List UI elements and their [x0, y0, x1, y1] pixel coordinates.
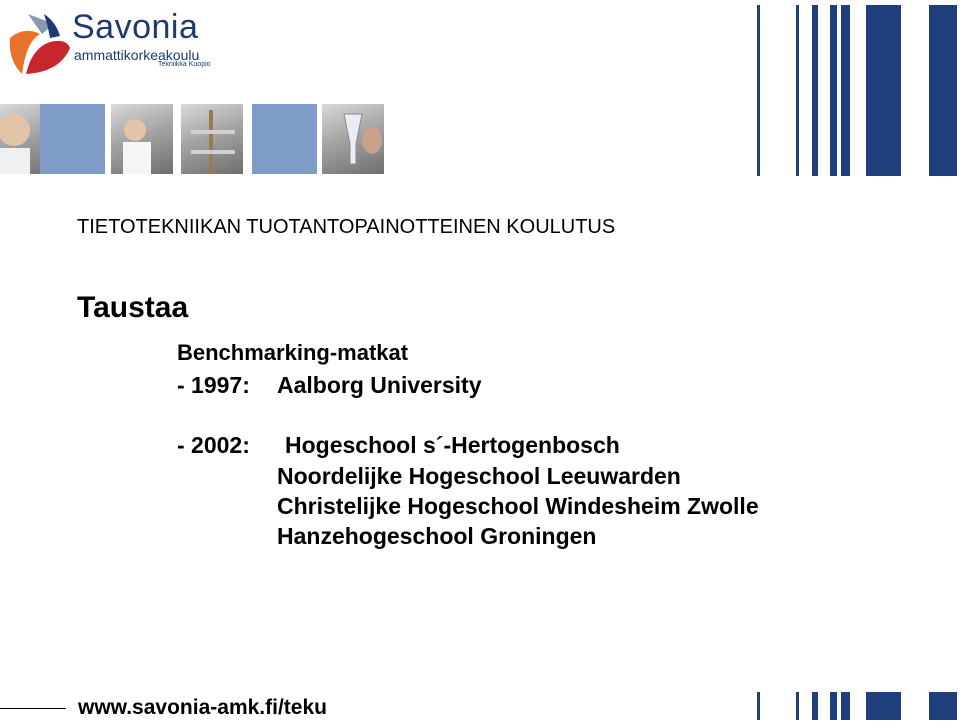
photo-blue-tile — [40, 104, 105, 174]
section-label: Benchmarking-matkat — [177, 340, 409, 365]
logo-mark-red — [26, 41, 70, 74]
photo-lab-equipment — [181, 104, 243, 174]
logo-name: Savonia — [72, 8, 199, 46]
footer-url: www.savonia-amk.fi/teku — [78, 696, 327, 719]
trip-school: Aalborg University — [277, 372, 482, 398]
logo-subtitle: ammattikorkeakoulu — [74, 47, 200, 63]
logo-department: Tekniikka Kuopio — [158, 61, 211, 68]
page-heading: TIETOTEKNIIKAN TUOTANTOPAINOTTEINEN KOULUTUS — [77, 216, 616, 238]
trip-year: - 1997: — [177, 372, 250, 398]
trip-school: Hanzehogeschool Groningen — [277, 523, 597, 549]
photo-lab-worker — [111, 104, 173, 174]
photo-blue-tile — [252, 104, 317, 174]
trip-school: Noordelijke Hogeschool Leeuwarden — [277, 463, 681, 489]
trip-year: - 2002: — [177, 432, 250, 458]
page-title: Taustaa — [77, 291, 189, 324]
photo-glassware — [322, 104, 384, 174]
footer-rule — [0, 708, 66, 709]
trip-school: Christelijke Hogeschool Windesheim Zwolle — [277, 493, 759, 519]
trip-school: Hogeschool s´-Hertogenbosch — [285, 432, 620, 458]
